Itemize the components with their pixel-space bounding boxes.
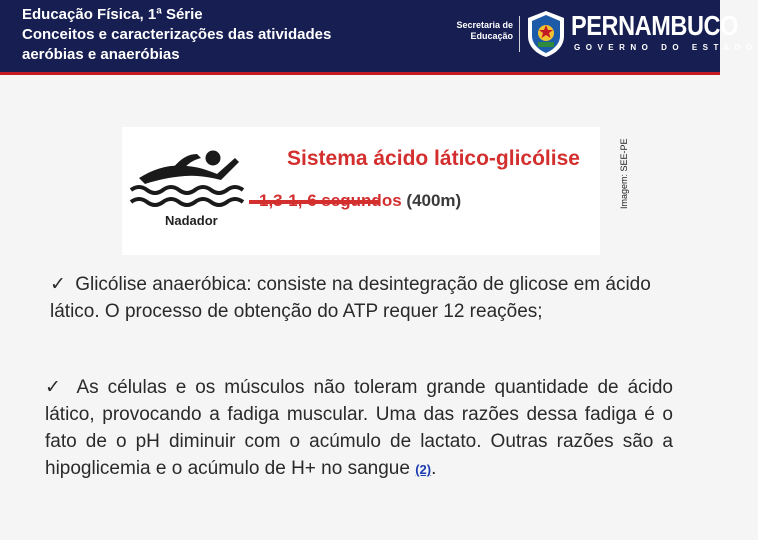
athlete-label: Nadador <box>165 213 218 228</box>
checkmark-icon: ✓ <box>45 377 65 398</box>
duration-value: 1,3-1, 6 segundos <box>259 191 402 210</box>
reference-link[interactable]: (2) <box>415 462 432 477</box>
duration-label <box>259 191 461 211</box>
topic-line-2: aeróbias e anaeróbias <box>22 46 180 63</box>
brand-name: PERNAMBUCO <box>571 10 738 41</box>
brand-subtitle: GOVERNO DO ESTADO <box>574 43 758 52</box>
course-info <box>22 5 422 65</box>
header-divider <box>519 16 520 52</box>
bullet-fadiga <box>45 374 673 483</box>
image-credit: Imagem: SEE-PE <box>619 138 629 209</box>
bullet-2-text: As células e os músculos não toleram grande quantidade de ácido lático, provocando a fadiga muscular. Uma das razões dessa fadiga é o fato de o pH diminuir com o acúmulo de lactato. Outras razões são a hipoglicemia e o acúmulo de H+ no sangue <box>45 377 674 479</box>
figure-card <box>122 127 600 255</box>
topic-line-1: Conceitos e caracterizações das atividades <box>22 26 332 43</box>
bullet-glicolise <box>50 271 670 325</box>
state-seal-icon <box>524 9 568 59</box>
header-accent-line <box>0 72 720 75</box>
secretaria-line-2: Educação <box>470 31 513 41</box>
distance-value: (400m) <box>406 191 462 210</box>
bullet-1-text: Glicólise anaeróbica: consiste na desintegração de glicose em ácido lático. O processo de obtenção do ATP requer 12 reações; <box>50 274 651 322</box>
swimmer-icon <box>127 144 245 210</box>
figure-title: Sistema ácido lático-glicólise <box>287 147 580 170</box>
bullet-2-end: . <box>431 458 437 479</box>
secretaria-label <box>455 20 513 42</box>
subject-title: Educação Física, 1ª Série <box>22 6 203 23</box>
header-bar <box>0 0 758 72</box>
secretaria-line-1: Secretaria de <box>456 20 513 30</box>
checkmark-icon: ✓ <box>50 274 66 295</box>
